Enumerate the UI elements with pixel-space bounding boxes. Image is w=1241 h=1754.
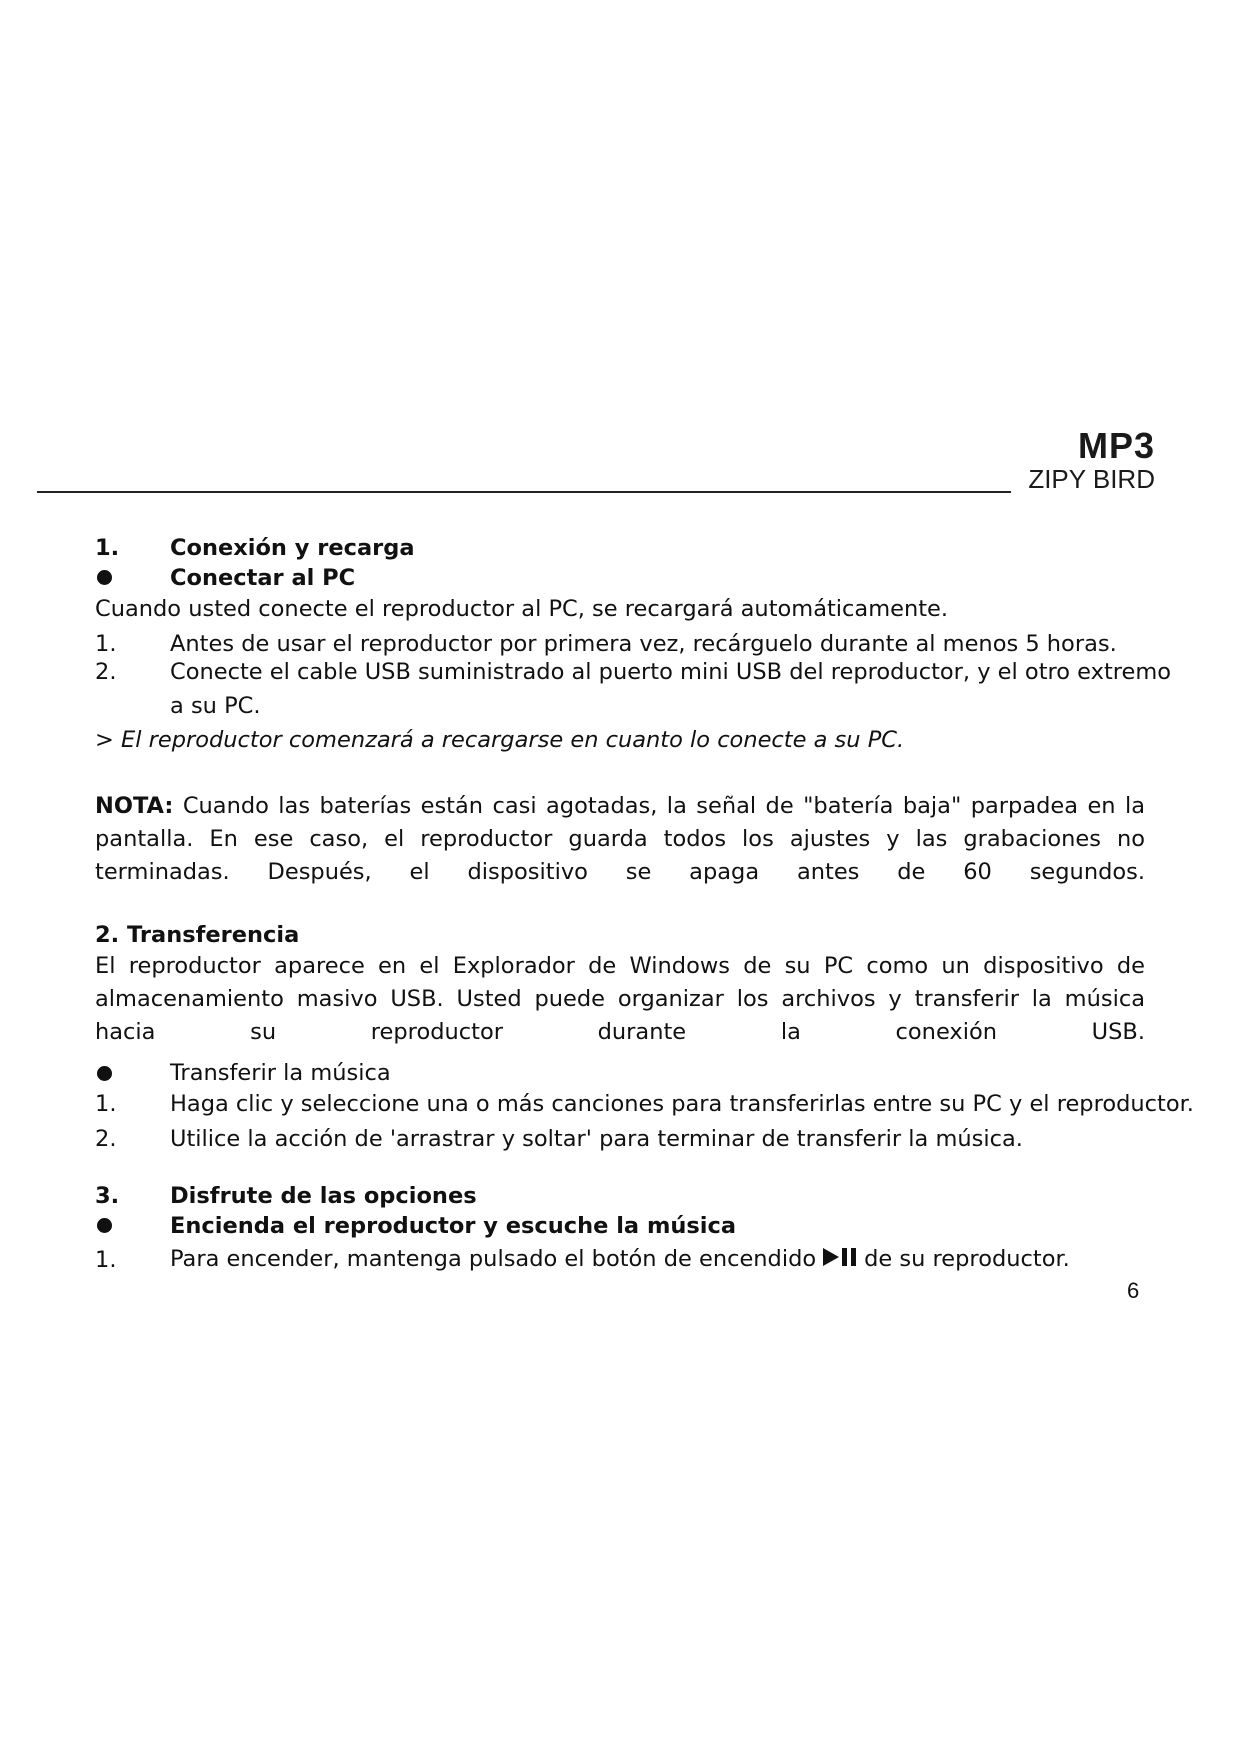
nota-text: Cuando las baterías están casi agotadas, la señal de "batería baja" parpadea en la pantalla. En ese caso, el reproductor guarda todos los ajustes y las grabaciones no terminadas. Después, el dispositivo se apaga antes de 60 segundos. <box>95 793 1145 885</box>
nota-label: NOTA: <box>95 793 174 819</box>
section2-title: 2. Transferencia <box>95 922 300 948</box>
section3-subtitle: Encienda el reproductor y escuche la música <box>170 1213 737 1239</box>
section1-step2-text: Conecte el cable USB suministrado al puerto mini USB del reproductor, y el otro extremo <box>170 659 1172 685</box>
section1-step1-text: Antes de usar el reproductor por primera vez, recárguelo durante al menos 5 horas. <box>170 631 1117 657</box>
section3-step1-before: Para encender, mantenga pulsado el botón de encendido <box>170 1246 817 1272</box>
section3-number: 3. <box>95 1183 120 1209</box>
section2-step1-text: Haga clic y seleccione una o más canciones para transferirlas entre su PC y el reproductor. <box>170 1091 1194 1117</box>
bullet-icon <box>97 570 112 585</box>
section1-number: 1. <box>95 535 120 561</box>
bullet-icon <box>97 1218 112 1233</box>
section1-step2-continuation: a su PC. <box>170 693 261 719</box>
section3-step1-after: de su reproductor. <box>864 1246 1070 1272</box>
section1-intro: Cuando usted conecte el reproductor al PC, se recargará automáticamente. <box>95 596 949 622</box>
header-rule <box>37 491 1011 493</box>
page-number: 6 <box>1127 1278 1140 1303</box>
section3-title: Disfrute de las opciones <box>170 1183 477 1209</box>
section1-step2-number: 2. <box>95 659 117 685</box>
brand-model: ZIPY BIRD <box>1028 464 1155 494</box>
section3-step1-line <box>170 1246 1070 1273</box>
section2-paragraph: El reproductor aparece en el Explorador de Windows de su PC como un dispositivo de almacenamiento masivo USB. Usted puede organizar los archivos y transferir la música hacia su reproductor durante la conexión USB. <box>95 953 1145 1045</box>
section2-step1-number: 1. <box>95 1091 117 1117</box>
section1-title: Conexión y recarga <box>170 535 415 561</box>
nota-paragraph <box>95 790 1145 922</box>
section1-step1-number: 1. <box>95 631 117 657</box>
section1-subtitle: Conectar al PC <box>170 565 356 591</box>
bullet-icon <box>97 1066 112 1081</box>
section2-bullet-text: Transferir la música <box>170 1060 391 1086</box>
section1-charging-note: > El reproductor comenzará a recargarse en cuanto lo conecte a su PC. <box>95 727 905 753</box>
play-pause-icon <box>822 1246 860 1273</box>
section2-step2-text: Utilice la acción de 'arrastrar y soltar' para terminar de transferir la música. <box>170 1126 1023 1152</box>
section3-step1-number: 1. <box>95 1247 117 1273</box>
section2-step2-number: 2. <box>95 1126 117 1152</box>
brand-mp3: MP3 <box>1077 425 1155 466</box>
